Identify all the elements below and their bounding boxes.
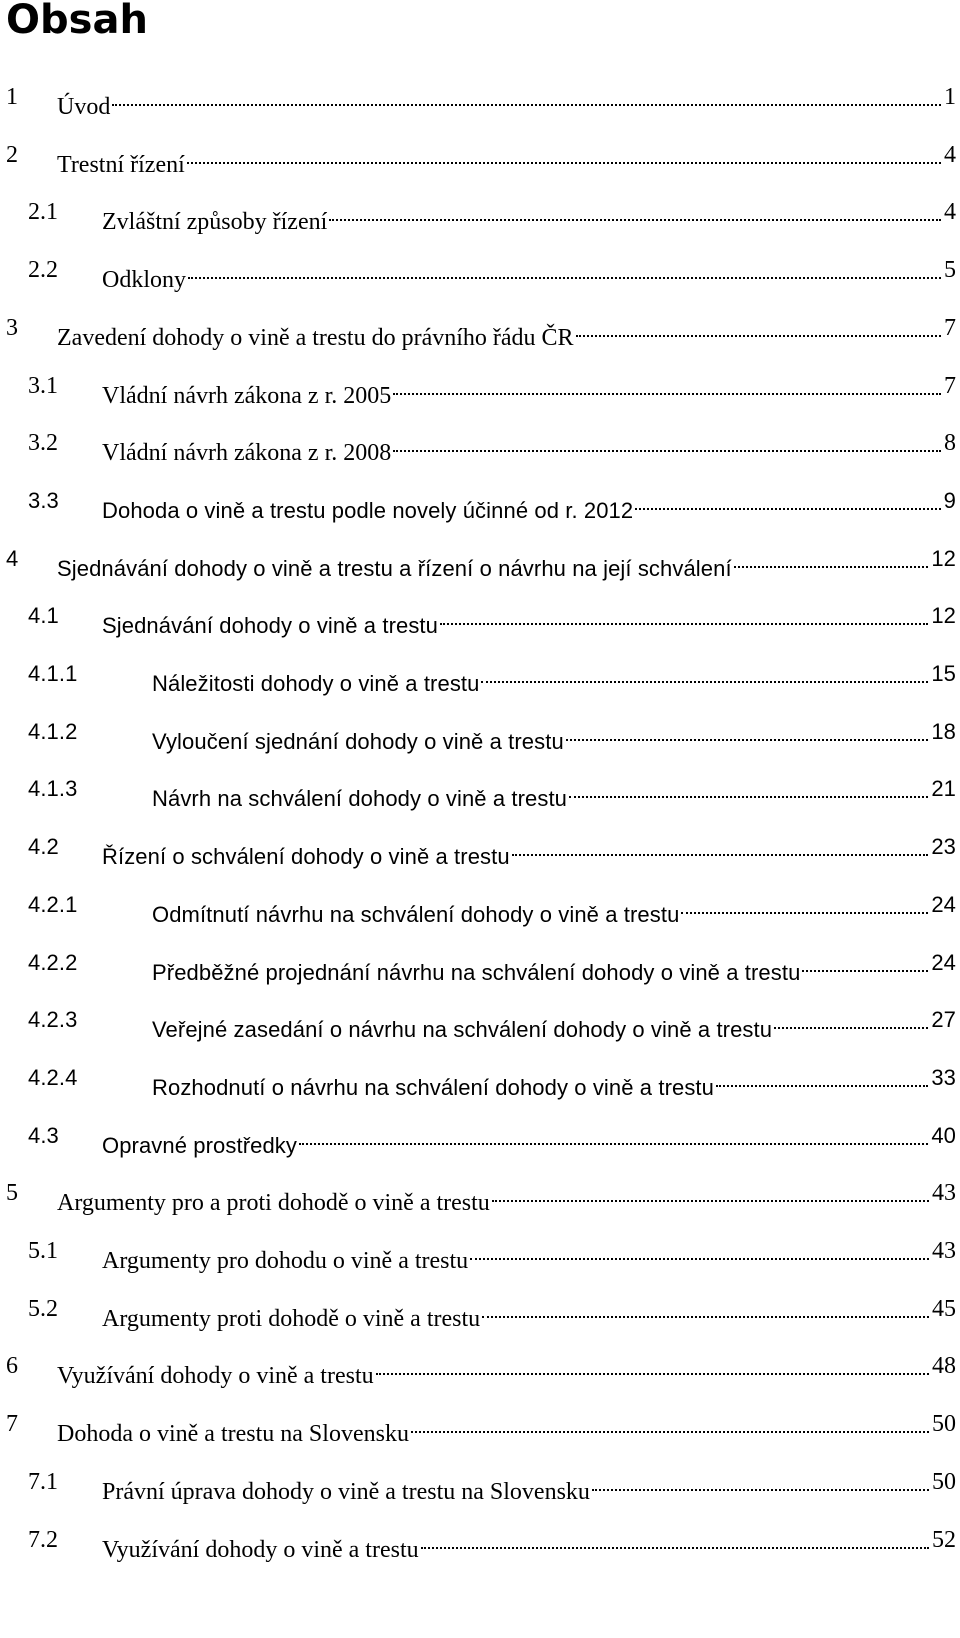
- toc-entry-page-number: 52: [932, 1527, 956, 1553]
- toc-entry-number: 4.1.3: [28, 776, 78, 801]
- dot-leader: [481, 657, 930, 691]
- toc-entry-number: 7.1: [28, 1469, 58, 1495]
- toc-entry-number: 4.1.2: [28, 719, 78, 744]
- dot-leader: [112, 80, 943, 114]
- toc-entry-number: 7: [6, 1411, 18, 1437]
- toc-entry-title: Náležitosti dohody o vině a trestu: [152, 671, 480, 696]
- dot-leader: [440, 599, 930, 633]
- toc-entry-number: 4.2.2: [28, 950, 78, 975]
- toc-entry[interactable]: [0, 195, 960, 235]
- toc-entry-title: Sjednávání dohody o vině a trestu: [102, 613, 438, 638]
- dot-leader: [411, 1407, 931, 1441]
- toc-entry[interactable]: [0, 830, 960, 869]
- toc-entry-number: 3.1: [28, 373, 58, 399]
- dot-leader: [492, 1176, 931, 1210]
- toc-entry-page-number: 18: [931, 719, 956, 744]
- toc-entry-title: Úvod: [57, 94, 111, 120]
- toc-entry[interactable]: [0, 1176, 960, 1216]
- toc-entry-page-number: 9: [943, 488, 956, 513]
- toc-entry[interactable]: [0, 1292, 960, 1332]
- dot-leader: [681, 888, 930, 922]
- dot-leader: [734, 542, 931, 576]
- dot-leader: [329, 195, 943, 229]
- toc-entry-number: 5.1: [28, 1238, 58, 1264]
- toc-entry-title: Sjednávání dohody o vině a trestu a řízení o návrhu na její schválení: [57, 556, 732, 581]
- toc-entry-title: Zavedení dohody o vině a trestu do právního řádu ČR: [57, 325, 574, 351]
- toc-entry-number: 4.2.4: [28, 1065, 78, 1090]
- toc-entry-title: Řízení o schválení dohody o vině a trestu: [102, 844, 510, 869]
- toc-entry-title: Veřejné zasedání o návrhu na schválení dohody o vině a trestu: [152, 1017, 773, 1042]
- dot-leader: [299, 1119, 930, 1153]
- toc-entry[interactable]: [0, 946, 960, 985]
- toc-entry-page-number: 8: [944, 430, 956, 456]
- toc-entry-number: 6: [6, 1353, 18, 1379]
- toc-entry[interactable]: [0, 715, 960, 754]
- dot-leader: [187, 138, 943, 172]
- toc-entry-page-number: 40: [931, 1123, 956, 1148]
- toc-entry-number: 3.2: [28, 430, 58, 456]
- toc-entry-page-number: 4: [944, 142, 956, 168]
- dot-leader: [393, 369, 943, 403]
- toc-entry-title: Dohoda o vině a trestu na Slovensku: [57, 1421, 409, 1447]
- toc-entry-number: 1: [6, 84, 18, 110]
- toc-entry[interactable]: [0, 311, 960, 351]
- dot-leader: [188, 253, 943, 287]
- toc-entry-number: 2: [6, 142, 18, 168]
- toc-entry-number: 2.1: [28, 199, 58, 225]
- toc-entry-number: 5.2: [28, 1296, 58, 1322]
- toc-entry[interactable]: [0, 1119, 960, 1158]
- page-title: Obsah: [6, 0, 148, 43]
- toc-entry[interactable]: [0, 599, 960, 638]
- toc-entry[interactable]: [0, 253, 960, 293]
- toc-entry-title: Předběžné projednání návrhu na schválení dohody o vině a trestu: [152, 960, 801, 985]
- toc-entry-number: 2.2: [28, 257, 58, 283]
- toc-entry-title: Zvláštní způsoby řízení: [102, 209, 328, 235]
- toc-entry-page-number: 48: [932, 1353, 956, 1379]
- toc-entry[interactable]: [0, 888, 960, 927]
- dot-leader: [421, 1523, 931, 1557]
- toc-entry-title: Trestní řízení: [57, 152, 185, 178]
- toc-entry-number: 4: [6, 546, 19, 571]
- toc-entry-title: Opravné prostředky: [102, 1133, 297, 1158]
- toc-entry-page-number: 43: [932, 1180, 956, 1206]
- toc-entry-page-number: 4: [944, 199, 956, 225]
- toc-entry[interactable]: [0, 138, 960, 178]
- toc-entry-number: 3.3: [28, 488, 59, 513]
- toc-entry-page-number: 43: [932, 1238, 956, 1264]
- toc-entry[interactable]: [0, 1465, 960, 1505]
- toc-entry-title: Vyloučení sjednání dohody o vině a trestu: [152, 729, 564, 754]
- toc-entry[interactable]: [0, 484, 960, 523]
- toc-entry-number: 3: [6, 315, 18, 341]
- toc-entry-page-number: 21: [931, 776, 956, 801]
- toc-entry-number: 4.2.3: [28, 1007, 78, 1032]
- toc-entry-number: 4.2.1: [28, 892, 78, 917]
- toc-entry-page-number: 33: [931, 1065, 956, 1090]
- toc-entry-page-number: 45: [932, 1296, 956, 1322]
- toc-entry-page-number: 5: [944, 257, 956, 283]
- toc-entry[interactable]: [0, 426, 960, 466]
- toc-entry[interactable]: [0, 1003, 960, 1042]
- toc-entry[interactable]: [0, 1061, 960, 1100]
- dot-leader: [566, 715, 931, 749]
- dot-leader: [512, 830, 931, 864]
- dot-leader: [376, 1349, 931, 1383]
- dot-leader: [716, 1061, 930, 1095]
- dot-leader: [470, 1234, 931, 1268]
- toc-entry[interactable]: [0, 1234, 960, 1274]
- toc-entry-page-number: 24: [931, 892, 956, 917]
- dot-leader: [576, 311, 943, 345]
- toc-entry-page-number: 24: [931, 950, 956, 975]
- toc-entry-page-number: 12: [931, 603, 956, 628]
- toc-entry-page-number: 23: [931, 834, 956, 859]
- toc-entry-number: 7.2: [28, 1527, 58, 1553]
- toc-entry-title: Právní úprava dohody o vině a trestu na Slovensku: [102, 1479, 590, 1505]
- toc-entry-number: 4.1.1: [28, 661, 78, 686]
- dot-leader: [635, 484, 942, 518]
- toc-entry-page-number: 50: [932, 1411, 956, 1437]
- toc-entry-title: Návrh na schválení dohody o vině a trestu: [152, 786, 568, 811]
- toc-entry-page-number: 15: [931, 661, 956, 686]
- toc-entry-number: 4.3: [28, 1123, 59, 1148]
- toc-entry[interactable]: [0, 1349, 960, 1389]
- toc-entry-title: Argumenty pro dohodu o vině a trestu: [102, 1248, 469, 1274]
- dot-leader: [482, 1292, 931, 1326]
- toc-entry-title: Dohoda o vině a trestu podle novely účinné od r. 2012: [102, 498, 634, 523]
- toc-entry[interactable]: [0, 369, 960, 409]
- toc-entry[interactable]: [0, 80, 960, 120]
- dot-leader: [774, 1003, 930, 1037]
- toc-entry[interactable]: [0, 1523, 960, 1563]
- toc-entry-page-number: 50: [932, 1469, 956, 1495]
- toc-entry-title: Odklony: [102, 267, 186, 293]
- toc-entry-page-number: 27: [931, 1007, 956, 1032]
- toc-entry-page-number: 7: [944, 373, 956, 399]
- toc-entry-title: Využívání dohody o vině a trestu: [102, 1537, 419, 1563]
- toc-entry-title: Argumenty proti dohodě o vině a trestu: [102, 1306, 481, 1332]
- toc-entry[interactable]: [0, 657, 960, 696]
- toc-entry[interactable]: [0, 542, 960, 581]
- dot-leader: [592, 1465, 931, 1499]
- toc-entry-number: 4.1: [28, 603, 59, 628]
- toc-entry[interactable]: [0, 772, 960, 811]
- toc-entry-title: Rozhodnutí o návrhu na schválení dohody o vině a trestu: [152, 1075, 714, 1100]
- toc-entry-page-number: 7: [944, 315, 956, 341]
- toc-entry-page-number: 1: [944, 84, 956, 110]
- toc-entry-page-number: 12: [931, 546, 956, 571]
- dot-leader: [569, 772, 930, 806]
- toc-entry-title: Vládní návrh zákona z r. 2005: [102, 383, 392, 409]
- dot-leader: [802, 946, 930, 980]
- toc-entry-number: 4.2: [28, 834, 59, 859]
- toc-entry-title: Vládní návrh zákona z r. 2008: [102, 440, 392, 466]
- toc-entry-number: 5: [6, 1180, 18, 1206]
- toc-entry-title: Využívání dohody o vině a trestu: [57, 1363, 374, 1389]
- toc-entry[interactable]: [0, 1407, 960, 1447]
- toc-entry-title: Odmítnutí návrhu na schválení dohody o vině a trestu: [152, 902, 680, 927]
- dot-leader: [393, 426, 943, 460]
- toc-entry-title: Argumenty pro a proti dohodě o vině a trestu: [57, 1190, 490, 1216]
